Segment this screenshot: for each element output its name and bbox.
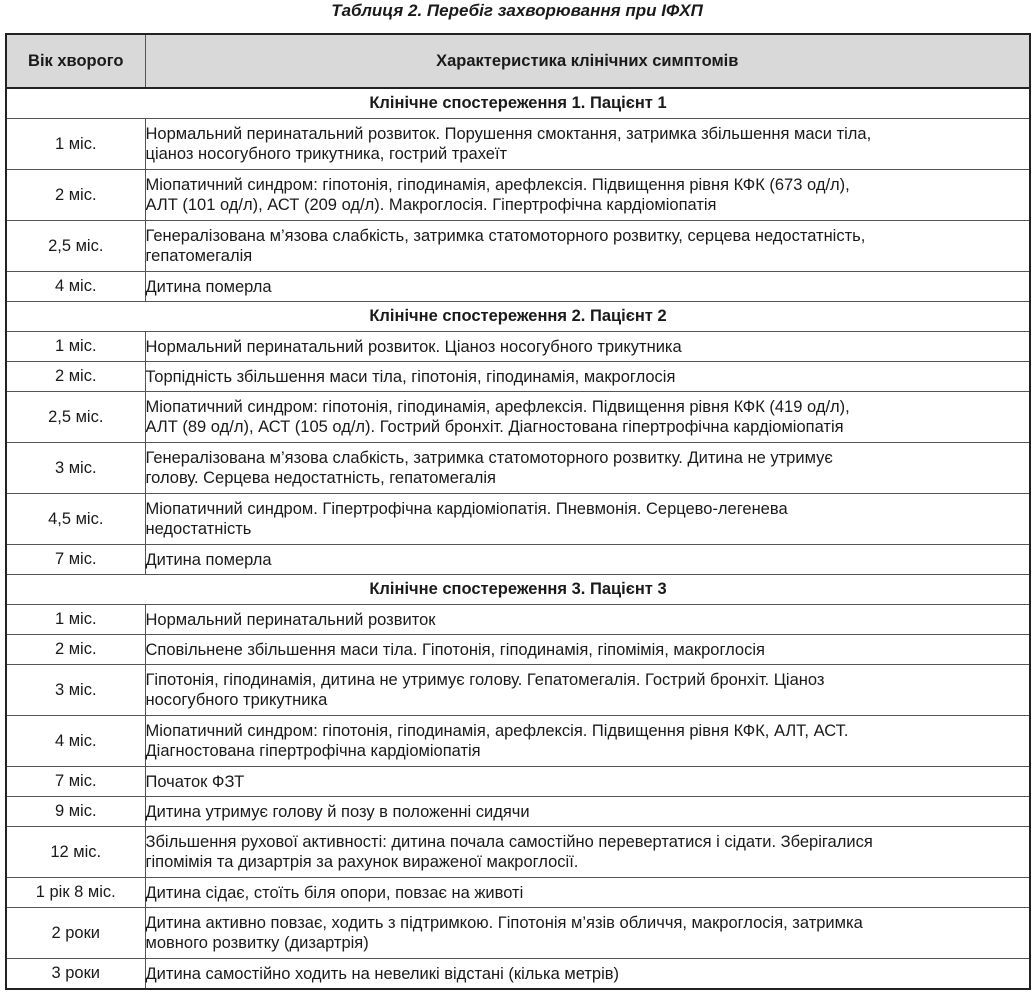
table-row: [6, 878, 1030, 908]
table-row: [6, 767, 1030, 797]
symptoms-line: Дитина померла: [145, 550, 272, 569]
symptoms-line: Дитина самостійно ходить на невеликі відстані (кілька метрів): [145, 964, 619, 983]
section-header-row: [6, 88, 1030, 119]
age-cell: 4 міс.: [6, 716, 145, 767]
symptoms-line: Дитина активно повзає, ходить з підтримкою. Гіпотонія м’язів обличчя, макроглосія, затримка: [145, 914, 863, 932]
symptoms-line: Дитина сідає, стоїть біля опори, повзає на животі: [145, 883, 524, 902]
section-title: Клінічне спостереження 3. Пацієнт 3: [6, 575, 1030, 605]
symptoms-line: Дитина померла: [145, 277, 272, 296]
age-cell: 2 міс.: [6, 362, 145, 392]
table-row: [6, 908, 1030, 959]
age-cell: 2 міс.: [6, 635, 145, 665]
symptoms-line: носогубного трикутника: [145, 691, 328, 709]
symptoms-cell: [145, 827, 1030, 878]
symptoms-cell: [145, 767, 1030, 797]
age-cell: 7 міс.: [6, 767, 145, 797]
table-caption: Таблиця 2. Перебіг захворювання при ІФХП: [331, 1, 703, 20]
symptoms-line: Нормальний перинатальний розвиток: [145, 610, 436, 629]
age-cell: 2,5 міс.: [6, 221, 145, 272]
symptoms-line: Торпідність збільшення маси тіла, гіпотонія, гіподинамія, макроглосія: [145, 367, 676, 386]
table-row: [6, 170, 1030, 221]
section-title: Клінічне спостереження 2. Пацієнт 2: [6, 302, 1030, 332]
table-row: [6, 665, 1030, 716]
age-cell: 2,5 міс.: [6, 392, 145, 443]
symptoms-cell: [145, 443, 1030, 494]
symptoms-line: Початок ФЗТ: [145, 772, 245, 791]
symptoms-cell: [145, 392, 1030, 443]
symptoms-line: Міопатичний синдром: гіпотонія, гіподинамія, арефлексія. Підвищення рівня КФК (673 од/л),: [145, 176, 850, 194]
age-cell: 1 міс.: [6, 605, 145, 635]
symptoms-line: Генералізована м’язова слабкість, затримка статомоторного розвитку, серцева недостатність,: [145, 227, 866, 245]
age-cell: 3 роки: [6, 959, 145, 990]
symptoms-cell: [145, 272, 1030, 302]
age-cell: 3 міс.: [6, 665, 145, 716]
symptoms-cell: [145, 716, 1030, 767]
table-row: [6, 443, 1030, 494]
age-cell: 1 рік 8 міс.: [6, 878, 145, 908]
symptoms-cell: [145, 221, 1030, 272]
symptoms-cell: [145, 545, 1030, 575]
symptoms-line: АЛТ (89 од/л), АСТ (105 од/л). Гострий бронхіт. Діагностована гіпертрофічна кардіоміопатія: [145, 418, 844, 436]
symptoms-line: недостатність: [145, 520, 252, 538]
table-row: [6, 797, 1030, 827]
symptoms-cell: [145, 959, 1030, 990]
symptoms-line: ціаноз носогубного трикутника, гострий трахеїт: [145, 145, 508, 163]
section-header-row: [6, 575, 1030, 605]
table-header-row: [6, 34, 1030, 88]
symptoms-line: Міопатичний синдром: гіпотонія, гіподинамія, арефлексія. Підвищення рівня КФК, АЛТ, АСТ.: [145, 722, 849, 740]
symptoms-cell: [145, 119, 1030, 170]
table-row: [6, 605, 1030, 635]
symptoms-cell: [145, 362, 1030, 392]
symptoms-cell: [145, 332, 1030, 362]
table-row: [6, 362, 1030, 392]
symptoms-cell: [145, 797, 1030, 827]
section-header-row: [6, 302, 1030, 332]
section-title: Клінічне спостереження 1. Пацієнт 1: [6, 88, 1030, 119]
table-row: [6, 272, 1030, 302]
symptoms-line: Нормальний перинатальний розвиток. Ціаноз носогубного трикутника: [145, 337, 682, 356]
symptoms-line: голову. Серцева недостатність, гепатомегалія: [145, 469, 496, 487]
age-cell: 3 міс.: [6, 443, 145, 494]
age-cell: 2 роки: [6, 908, 145, 959]
table-row: [6, 494, 1030, 545]
table-row: [6, 545, 1030, 575]
symptoms-cell: [145, 908, 1030, 959]
symptoms-line: Міопатичний синдром. Гіпертрофічна кардіоміопатія. Пневмонія. Серцево-легенева: [145, 500, 788, 518]
symptoms-cell: [145, 878, 1030, 908]
age-cell: 1 міс.: [6, 119, 145, 170]
age-cell: 1 міс.: [6, 332, 145, 362]
table-row: [6, 827, 1030, 878]
table-row: [6, 959, 1030, 990]
symptoms-line: АЛТ (101 од/л), АСТ (209 од/л). Макроглосія. Гіпертрофічна кардіоміопатія: [145, 196, 717, 214]
symptoms-line: мовного розвитку (дизартрія): [145, 934, 369, 952]
table-row: [6, 332, 1030, 362]
age-cell: 4 міс.: [6, 272, 145, 302]
symptoms-line: Діагностована гіпертрофічна кардіоміопатія: [145, 742, 481, 760]
symptoms-line: Генералізована м’язова слабкість, затримка статомоторного розвитку. Дитина не утримує: [145, 449, 833, 467]
header-age: Вік хворого: [6, 34, 145, 88]
age-cell: 12 міс.: [6, 827, 145, 878]
symptoms-line: Збільшення рухової активності: дитина почала самостійно перевертатися і сідати. Зберігалися: [145, 833, 873, 851]
symptoms-line: гепатомегалія: [145, 247, 253, 265]
table-row: [6, 392, 1030, 443]
symptoms-line: Сповільнене збільшення маси тіла. Гіпотонія, гіподинамія, гіпомімія, макроглосія: [145, 640, 765, 659]
symptoms-line: гіпомімія та дизартрія за рахунок вираженої макроглосії.: [145, 853, 579, 871]
symptoms-cell: [145, 635, 1030, 665]
symptoms-cell: [145, 605, 1030, 635]
table-body: [6, 88, 1030, 989]
symptoms-cell: [145, 494, 1030, 545]
symptoms-line: Міопатичний синдром: гіпотонія, гіподинамія, арефлексія. Підвищення рівня КФК (419 од/л),: [145, 398, 850, 416]
table-row: [6, 716, 1030, 767]
clinical-course-table: [5, 33, 1031, 990]
symptoms-line: Нормальний перинатальний розвиток. Порушення смоктання, затримка збільшення маси тіла,: [145, 125, 872, 143]
age-cell: 4,5 міс.: [6, 494, 145, 545]
symptoms-cell: [145, 170, 1030, 221]
table-row: [6, 221, 1030, 272]
age-cell: 9 міс.: [6, 797, 145, 827]
symptoms-cell: [145, 665, 1030, 716]
age-cell: 2 міс.: [6, 170, 145, 221]
table-row: [6, 635, 1030, 665]
symptoms-line: Дитина утримує голову й позу в положенні сидячи: [145, 802, 530, 821]
table-row: [6, 119, 1030, 170]
symptoms-line: Гіпотонія, гіподинамія, дитина не утримує голову. Гепатомегалія. Гострий бронхіт. Ціаноз: [145, 671, 825, 689]
age-cell: 7 міс.: [6, 545, 145, 575]
header-symptoms: Характеристика клінічних симптомів: [145, 34, 1030, 88]
